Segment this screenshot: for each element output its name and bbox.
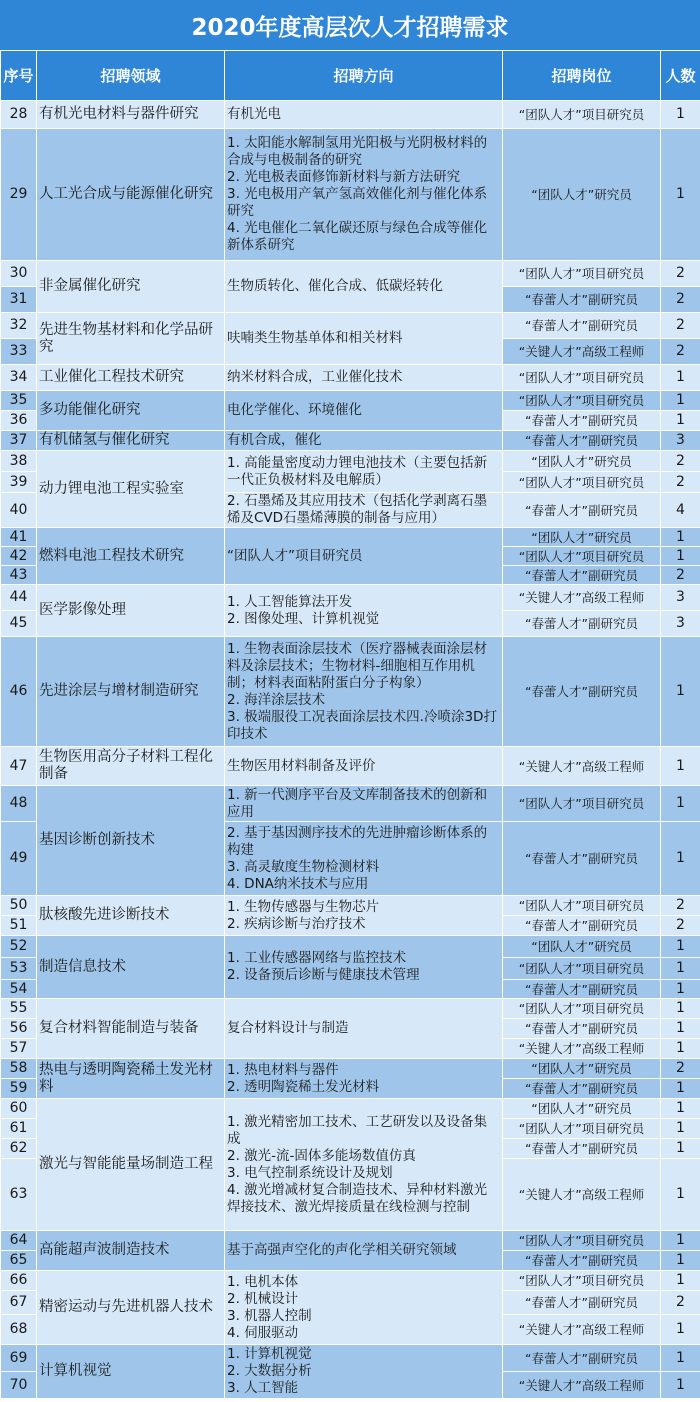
direction-cell: 呋喃类生物基单体和相关材料 xyxy=(225,313,503,365)
position-cell: “春蕾人才”副研究员 xyxy=(503,1139,661,1159)
count-cell: 1 xyxy=(661,391,700,411)
count-cell: 2 xyxy=(661,472,700,493)
position-cell: “春蕾人才”副研究员 xyxy=(503,980,661,999)
page-title: 2020年度高层次人才招聘需求 xyxy=(0,0,700,50)
position-cell: “春蕾人才”副研究员 xyxy=(503,313,661,339)
position-cell: “团队人才”项目研究员 xyxy=(503,261,661,287)
table-row xyxy=(1,999,700,1019)
direction-cell: 1. 太阳能水解制氢用光阳极与光阴极材料的合成与电极制备的研究 2. 光电极表面修饰新材料与新方法研究 3. 光电极用产氧产氢高效催化剂与催化体系研究 4. 光电催化二氧化碳还原与绿色合成等催化新体系研究 xyxy=(225,129,503,261)
recruitment-table xyxy=(0,50,700,1399)
direction-cell: 1. 高能量密度动力锂电池技术（主要包括新一代正负极材料及电解质） xyxy=(225,451,503,493)
table-row xyxy=(1,637,700,747)
position-cell: “团队人才”项目研究员 xyxy=(503,1119,661,1139)
count-cell: 2 xyxy=(661,287,700,313)
row-no: 46 xyxy=(1,637,37,747)
row-no: 33 xyxy=(1,339,37,365)
row-no: 48 xyxy=(1,786,37,822)
field-cell: 人工光合成与能源催化研究 xyxy=(37,129,225,261)
direction-cell: 1. 工业传感器网络与监控技术 2. 设备预后诊断与健康技术管理 xyxy=(225,936,503,999)
row-no: 47 xyxy=(1,747,37,786)
count-cell: 1 xyxy=(661,637,700,747)
row-no: 28 xyxy=(1,101,37,129)
count-cell: 1 xyxy=(661,822,700,896)
count-cell: 1 xyxy=(661,1231,700,1251)
position-cell: “关键人才”高级工程师 xyxy=(503,1372,661,1399)
count-cell: 1 xyxy=(661,365,700,391)
table-row xyxy=(1,528,700,547)
table-row xyxy=(1,451,700,472)
row-no: 29 xyxy=(1,129,37,261)
count-cell: 1 xyxy=(661,786,700,822)
field-cell: 热电与透明陶瓷稀土发光材料 xyxy=(37,1059,225,1099)
row-no: 50 xyxy=(1,896,37,916)
row-no: 54 xyxy=(1,980,37,999)
position-cell: “团队人才”研究员 xyxy=(503,1059,661,1079)
field-cell: 激光与智能能量场制造工程 xyxy=(37,1099,225,1231)
count-cell: 2 xyxy=(661,916,700,936)
table-row xyxy=(1,1271,700,1291)
header-direction: 招聘方向 xyxy=(225,51,503,101)
position-cell: “关键人才”高级工程师 xyxy=(503,1039,661,1059)
position-cell: “春蕾人才”副研究员 xyxy=(503,916,661,936)
field-cell: 先进涂层与增材制造研究 xyxy=(37,637,225,747)
position-cell: “团队人才”项目研究员 xyxy=(503,786,661,822)
row-no: 43 xyxy=(1,566,37,585)
direction-cell: 生物质转化、催化合成、低碳烃转化 xyxy=(225,261,503,313)
row-no: 30 xyxy=(1,261,37,287)
row-no: 66 xyxy=(1,1271,37,1291)
position-cell: “团队人才”项目研究员 xyxy=(503,1271,661,1291)
field-cell: 高能超声波制造技术 xyxy=(37,1231,225,1271)
position-cell: “春蕾人才”副研究员 xyxy=(503,493,661,528)
direction-cell: 1. 生物表面涂层技术（医疗器械表面涂层材料及涂层技术；生物材料-细胞相互作用机制；材料表面粘附蛋白分子构象） 2. 海洋涂层技术 3. 极端服役工况表面涂层技术四.冷喷涂3D打印技术 xyxy=(225,637,503,747)
count-cell: 1 xyxy=(661,958,700,980)
position-cell: “团队人才”项目研究员 xyxy=(503,472,661,493)
direction-cell: 有机光电 xyxy=(225,101,503,129)
count-cell: 1 xyxy=(661,129,700,261)
count-cell: 1 xyxy=(661,999,700,1019)
position-cell: “春蕾人才”副研究员 xyxy=(503,1345,661,1372)
row-no: 31 xyxy=(1,287,37,313)
row-no: 37 xyxy=(1,431,37,451)
count-cell: 1 xyxy=(661,1099,700,1119)
count-cell: 2 xyxy=(661,313,700,339)
count-cell: 1 xyxy=(661,1039,700,1059)
direction-cell: 电化学催化、环境催化 xyxy=(225,391,503,431)
position-cell: “团队人才”项目研究员 xyxy=(503,1231,661,1251)
position-cell: “团队人才”项目研究员 xyxy=(503,365,661,391)
row-no: 69 xyxy=(1,1345,37,1372)
position-cell: “团队人才”项目研究员 xyxy=(503,999,661,1019)
direction-cell: 1. 生物传感器与生物芯片 2. 疾病诊断与治疗技术 xyxy=(225,896,503,936)
table-row xyxy=(1,261,700,287)
count-cell: 1 xyxy=(661,1079,700,1099)
count-cell: 4 xyxy=(661,493,700,528)
count-cell: 1 xyxy=(661,1019,700,1039)
row-no: 63 xyxy=(1,1159,37,1231)
position-cell: “团队人才”项目研究员 xyxy=(503,896,661,916)
direction-cell: 纳米材料合成，工业催化技术 xyxy=(225,365,503,391)
position-cell: “春蕾人才”副研究员 xyxy=(503,822,661,896)
row-no: 65 xyxy=(1,1251,37,1271)
table-row xyxy=(1,313,700,339)
row-no: 51 xyxy=(1,916,37,936)
count-cell: 2 xyxy=(661,339,700,365)
direction-cell: 复合材料设计与制造 xyxy=(225,999,503,1059)
count-cell: 1 xyxy=(661,1139,700,1159)
position-cell: “春蕾人才”副研究员 xyxy=(503,1079,661,1099)
position-cell: “团队人才”研究员 xyxy=(503,528,661,547)
direction-cell: 2. 石墨烯及其应用技术（包括化学剥离石墨烯及CVD石墨烯薄膜的制备与应用） xyxy=(225,493,503,528)
header-count: 人数 xyxy=(661,51,700,101)
row-no: 35 xyxy=(1,391,37,411)
row-no: 32 xyxy=(1,313,37,339)
table-row xyxy=(1,936,700,958)
field-cell: 医学影像处理 xyxy=(37,585,225,637)
header-no: 序号 xyxy=(1,51,37,101)
position-cell: “春蕾人才”副研究员 xyxy=(503,566,661,585)
row-no: 40 xyxy=(1,493,37,528)
position-cell: “春蕾人才”副研究员 xyxy=(503,431,661,451)
position-cell: “关键人才”高级工程师 xyxy=(503,339,661,365)
field-cell: 复合材料智能制造与装备 xyxy=(37,999,225,1059)
direction-cell: 有机合成，催化 xyxy=(225,431,503,451)
header-position: 招聘岗位 xyxy=(503,51,661,101)
table-row xyxy=(1,747,700,786)
count-cell: 1 xyxy=(661,980,700,999)
row-no: 49 xyxy=(1,822,37,896)
row-no: 41 xyxy=(1,528,37,547)
position-cell: “春蕾人才”副研究员 xyxy=(503,637,661,747)
direction-cell: 基于高强声空化的声化学相关研究领域 xyxy=(225,1231,503,1271)
count-cell: 1 xyxy=(661,528,700,547)
direction-cell: 1. 计算机视觉 2. 大数据分析 3. 人工智能 xyxy=(225,1345,503,1399)
position-cell: “春蕾人才”副研究员 xyxy=(503,287,661,313)
direction-cell: 1. 热电材料与器件 2. 透明陶瓷稀土发光材料 xyxy=(225,1059,503,1099)
table-row xyxy=(1,365,700,391)
direction-cell: 1. 电机本体 2. 机械设计 3. 机器人控制 4. 伺服驱动 xyxy=(225,1271,503,1345)
position-cell: “团队人才”研究员 xyxy=(503,129,661,261)
field-cell: 有机储氢与催化研究 xyxy=(37,431,225,451)
row-no: 36 xyxy=(1,411,37,431)
row-no: 67 xyxy=(1,1291,37,1315)
direction-cell: “团队人才”项目研究员 xyxy=(225,528,503,585)
count-cell: 1 xyxy=(661,1119,700,1139)
count-cell: 2 xyxy=(661,566,700,585)
table-row xyxy=(1,1345,700,1372)
row-no: 44 xyxy=(1,585,37,611)
field-cell: 先进生物基材料和化学品研究 xyxy=(37,313,225,365)
count-cell: 1 xyxy=(661,1345,700,1372)
position-cell: “团队人才”项目研究员 xyxy=(503,391,661,411)
row-no: 53 xyxy=(1,958,37,980)
row-no: 68 xyxy=(1,1315,37,1345)
row-no: 64 xyxy=(1,1231,37,1251)
position-cell: “团队人才”项目研究员 xyxy=(503,101,661,129)
position-cell: “春蕾人才”副研究员 xyxy=(503,1291,661,1315)
count-cell: 3 xyxy=(661,585,700,611)
header-field: 招聘领域 xyxy=(37,51,225,101)
count-cell: 2 xyxy=(661,261,700,287)
row-no: 56 xyxy=(1,1019,37,1039)
table-row xyxy=(1,391,700,411)
count-cell: 1 xyxy=(661,747,700,786)
count-cell: 1 xyxy=(661,1315,700,1345)
count-cell: 1 xyxy=(661,936,700,958)
count-cell: 1 xyxy=(661,547,700,566)
row-no: 62 xyxy=(1,1139,37,1159)
position-cell: “团队人才”研究员 xyxy=(503,1099,661,1119)
table-row xyxy=(1,101,700,129)
count-cell: 1 xyxy=(661,101,700,129)
field-cell: 有机光电材料与器件研究 xyxy=(37,101,225,129)
position-cell: “关键人才”高级工程师 xyxy=(503,585,661,611)
count-cell: 1 xyxy=(661,411,700,431)
row-no: 55 xyxy=(1,999,37,1019)
table-row xyxy=(1,431,700,451)
position-cell: “团队人才”项目研究员 xyxy=(503,958,661,980)
field-cell: 多功能催化研究 xyxy=(37,391,225,431)
table-row xyxy=(1,1099,700,1119)
row-no: 57 xyxy=(1,1039,37,1059)
row-no: 38 xyxy=(1,451,37,472)
count-cell: 1 xyxy=(661,1271,700,1291)
row-no: 59 xyxy=(1,1079,37,1099)
position-cell: “团队人才”研究员 xyxy=(503,936,661,958)
row-no: 39 xyxy=(1,472,37,493)
count-cell: 2 xyxy=(661,1291,700,1315)
count-cell: 1 xyxy=(661,1159,700,1231)
field-cell: 计算机视觉 xyxy=(37,1345,225,1399)
position-cell: “春蕾人才”副研究员 xyxy=(503,411,661,431)
table-row xyxy=(1,786,700,822)
row-no: 70 xyxy=(1,1372,37,1399)
field-cell: 肽核酸先进诊断技术 xyxy=(37,896,225,936)
position-cell: “关键人才”高级工程师 xyxy=(503,747,661,786)
row-no: 34 xyxy=(1,365,37,391)
direction-cell: 1. 新一代测序平台及文库制备技术的创新和应用 xyxy=(225,786,503,822)
direction-cell: 1. 激光精密加工技术、工艺研发以及设备集成 2. 激光-流-固体多能场数值仿真 3. 电气控制系统设计及规划 4. 激光增减材复合制造技术、异种材料激光焊接技术、激光焊接质量在线检测与控制 xyxy=(225,1099,503,1231)
field-cell: 工业催化工程技术研究 xyxy=(37,365,225,391)
position-cell: “团队人才”项目研究员 xyxy=(503,547,661,566)
row-no: 52 xyxy=(1,936,37,958)
count-cell: 3 xyxy=(661,611,700,637)
position-cell: “关键人才”高级工程师 xyxy=(503,1315,661,1345)
row-no: 45 xyxy=(1,611,37,637)
count-cell: 1 xyxy=(661,1251,700,1271)
field-cell: 精密运动与先进机器人技术 xyxy=(37,1271,225,1345)
position-cell: “关键人才”高级工程师 xyxy=(503,1159,661,1231)
row-no: 58 xyxy=(1,1059,37,1079)
field-cell: 生物医用高分子材料工程化制备 xyxy=(37,747,225,786)
table-row xyxy=(1,896,700,916)
table-row xyxy=(1,129,700,261)
position-cell: “团队人才”研究员 xyxy=(503,451,661,472)
position-cell: “春蕾人才”副研究员 xyxy=(503,1251,661,1271)
count-cell: 3 xyxy=(661,431,700,451)
position-cell: “春蕾人才”副研究员 xyxy=(503,1019,661,1039)
field-cell: 基因诊断创新技术 xyxy=(37,786,225,896)
row-no: 61 xyxy=(1,1119,37,1139)
field-cell: 制造信息技术 xyxy=(37,936,225,999)
row-no: 42 xyxy=(1,547,37,566)
table-row xyxy=(1,1059,700,1079)
row-no: 60 xyxy=(1,1099,37,1119)
count-cell: 2 xyxy=(661,451,700,472)
direction-cell: 生物医用材料制备及评价 xyxy=(225,747,503,786)
field-cell: 动力锂电池工程实验室 xyxy=(37,451,225,528)
count-cell: 1 xyxy=(661,1372,700,1399)
direction-cell: 2. 基于基因测序技术的先进肿瘤诊断体系的构建 3. 高灵敏度生物检测材料 4. DNA纳米技术与应用 xyxy=(225,822,503,896)
field-cell: 非金属催化研究 xyxy=(37,261,225,313)
direction-cell: 1. 人工智能算法开发 2. 图像处理、计算机视觉 xyxy=(225,585,503,637)
table-row xyxy=(1,585,700,611)
table-row xyxy=(1,1231,700,1251)
count-cell: 2 xyxy=(661,1059,700,1079)
position-cell: “春蕾人才”副研究员 xyxy=(503,611,661,637)
field-cell: 燃料电池工程技术研究 xyxy=(37,528,225,585)
count-cell: 2 xyxy=(661,896,700,916)
